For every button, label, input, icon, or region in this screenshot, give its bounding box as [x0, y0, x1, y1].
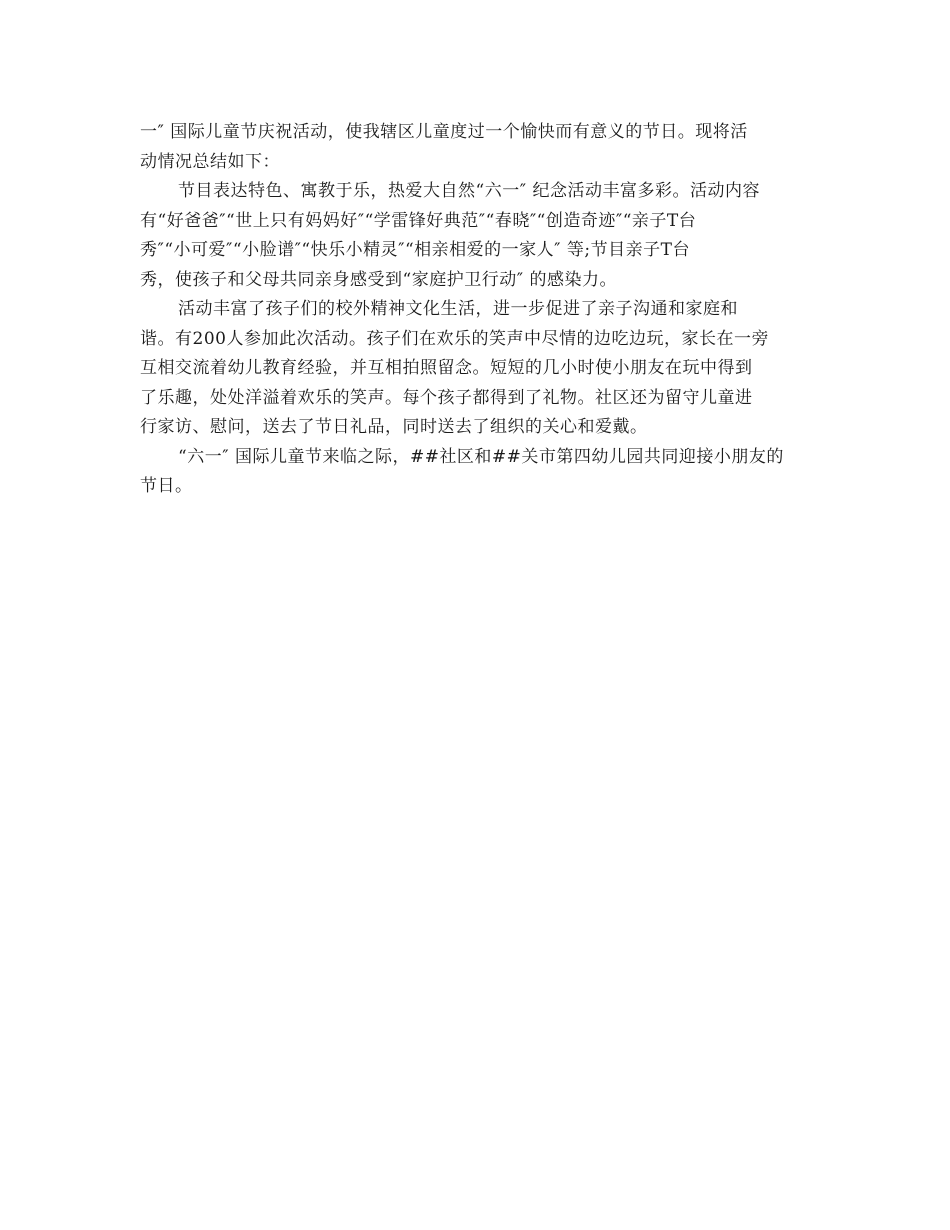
text-line: 节日。 — [140, 476, 193, 496]
text-line: 一″ 国际儿童节庆祝活动，使我辖区儿童度过一个愉快而有意义的节日。现将活 — [140, 122, 748, 142]
text-line: 活动丰富了孩子们的校外精神文化生活，进一步促进了亲子沟通和家庭和 — [178, 299, 738, 319]
text-line: 节目表达特色、寓教于乐，热爱大自然“六一″ 纪念活动丰富多彩。活动内容 — [178, 181, 760, 201]
text-line: 谐。有200人参加此次活动。孩子们在欢乐的笑声中尽情的边吃边玩，家长在一旁 — [140, 328, 769, 349]
text-line: 有“好爸爸″“世上只有妈妈好″“学雷锋好典范″“春晓″“创造奇迹″“亲子T台 — [140, 210, 697, 231]
text-line: 秀，使孩子和父母共同亲身感受到“家庭护卫行动″ 的感染力。 — [140, 269, 617, 290]
text-line: 互相交流着幼儿教育经验，并互相拍照留念。短短的几小时使小朋友在玩中得到 — [140, 358, 753, 378]
document-body — [140, 118, 805, 502]
text-line: 动情况总结如下： — [140, 151, 280, 172]
text-line: 了乐趣，处处洋溢着欢乐的笑声。每个孩子都得到了礼物。社区还为留守儿童进 — [140, 387, 753, 408]
text-line: 秀″“小可爱″“小脸谱″“快乐小精灵″“相亲相爱的一家人″ 等;节目亲子T台 — [140, 240, 690, 260]
text-line: 行家访、慰问，送去了节日礼品，同时送去了组织的关心和爱戴。 — [140, 417, 648, 437]
text-line: “六一″ 国际儿童节来临之际，##社区和##关市第四幼儿园共同迎接小朋友的 — [178, 446, 784, 467]
